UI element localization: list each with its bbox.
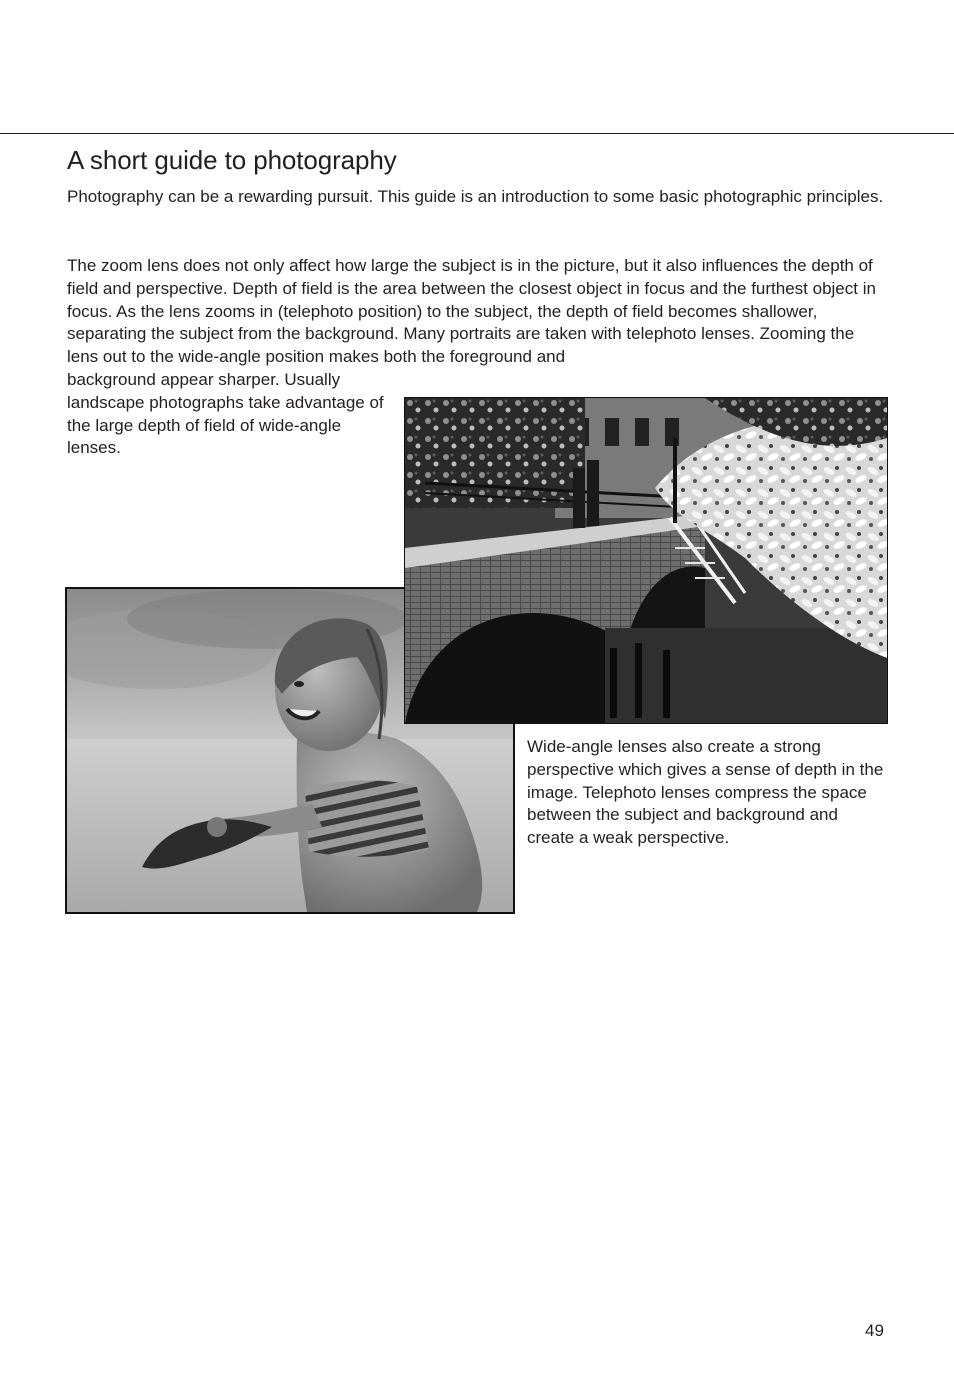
top-rule: [0, 133, 954, 134]
intro-paragraph: Photography can be a rewarding pursuit. This guide is an introduction to some basic photographic principles.: [67, 187, 884, 206]
wide-angle-bridge-photo: [404, 397, 888, 724]
page-title: A short guide to photography: [67, 145, 397, 175]
page-number: 49: [865, 1321, 884, 1340]
zoom-lens-paragraph: The zoom lens does not only affect how large the subject is in the picture, but it also influences the depth of field and perspective. Depth of field is the area between the closest object in focus and the furthest object in focus. As the lens zooms in (telephoto position) to the subject, the depth of field becomes shallower, separating the subject from the background. Many portraits are taken with telephoto lenses. Zooming the lens out to the wide-angle position makes both the foreground and: [67, 256, 876, 367]
wide-angle-caption: Wide-angle lenses also create a strong perspective which gives a sense of depth in the image. Telephoto lenses compress the space between the subject and background and create a weak perspective.: [527, 737, 884, 848]
zoom-lens-paragraph-continued: background appear sharper. Usually landscape photographs take advantage of the large depth of field of wide-angle lenses.: [67, 370, 384, 458]
